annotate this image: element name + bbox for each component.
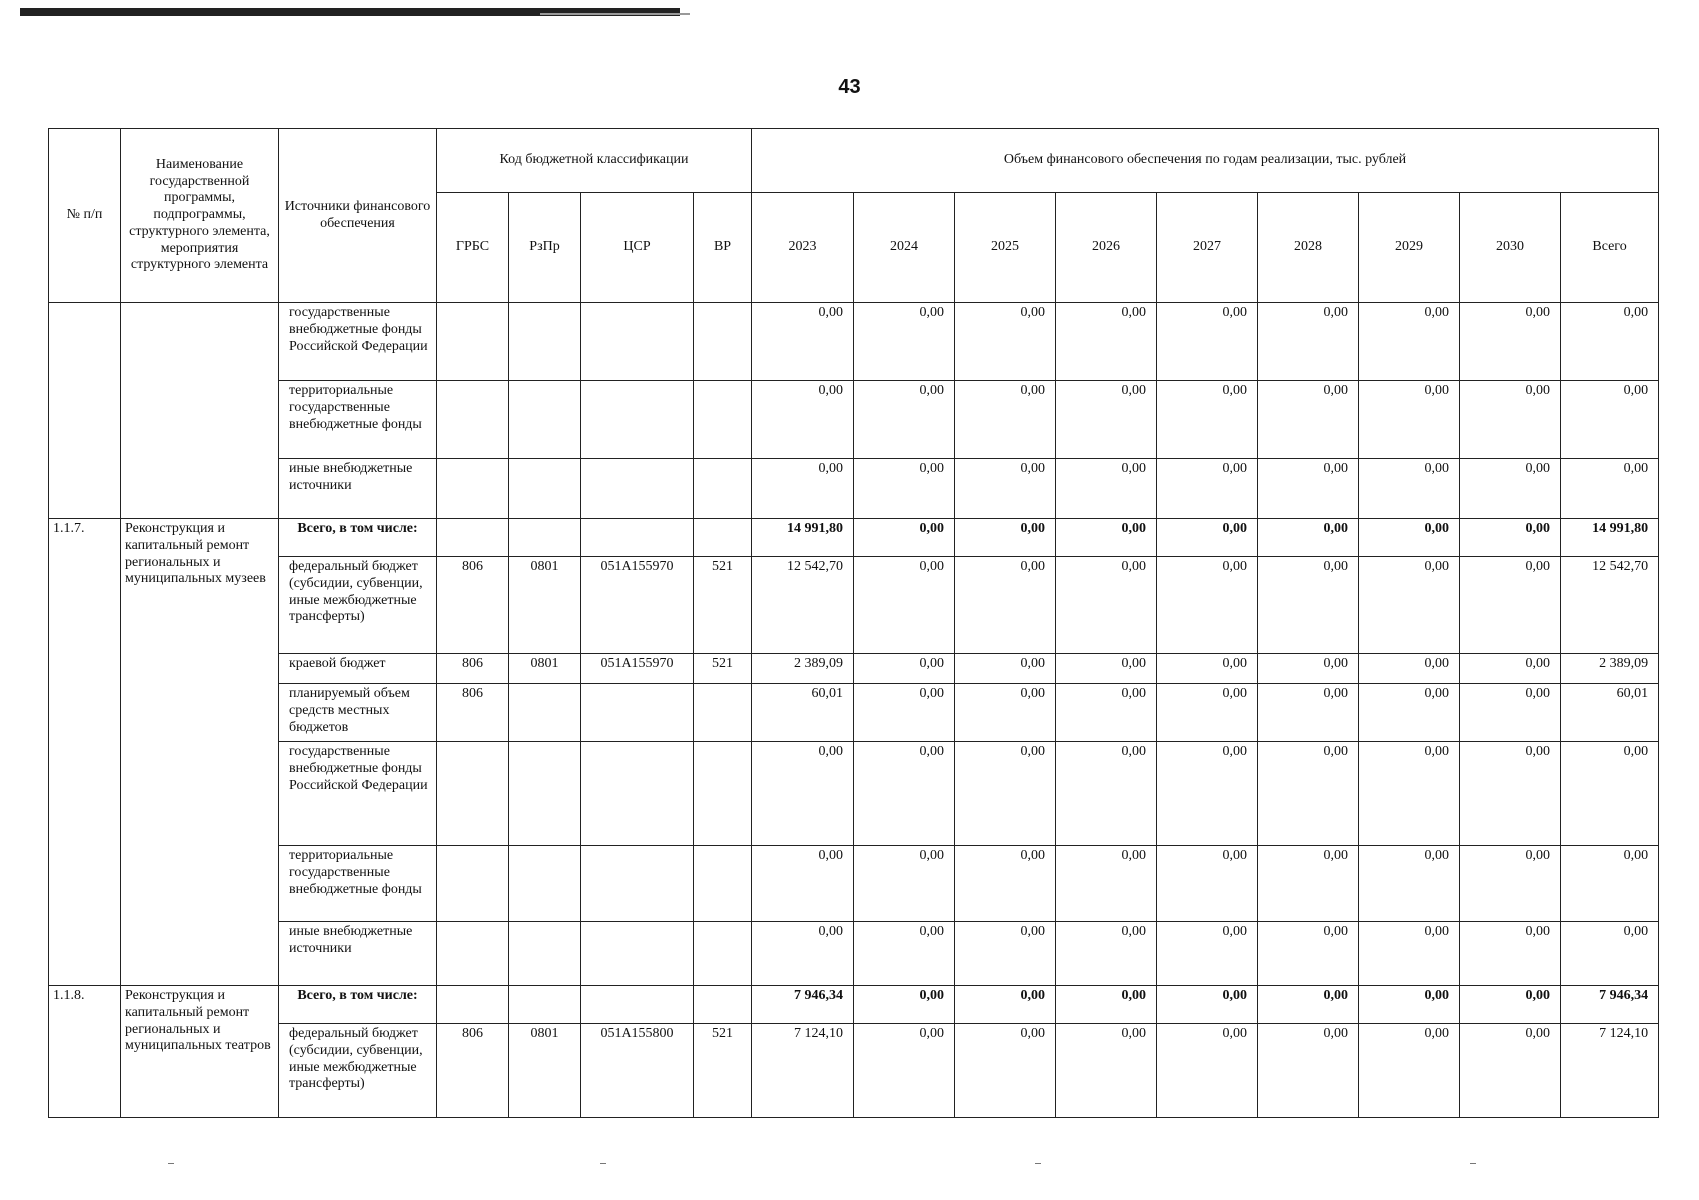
- row-rzpr-cell: 0801: [509, 1024, 581, 1118]
- table-row: [49, 684, 1659, 742]
- row-vr-cell: [694, 846, 752, 922]
- row-csr-cell: 051А155970: [581, 654, 694, 684]
- row-rzpr-cell: [509, 303, 581, 381]
- value-cell: 0,00: [1056, 381, 1157, 459]
- row-vr-cell: [694, 381, 752, 459]
- value-cell: 0,00: [1460, 381, 1561, 459]
- row-rzpr-cell: 0801: [509, 557, 581, 654]
- header-rzpr: РзПр: [509, 193, 581, 303]
- value-cell: 0,00: [1258, 381, 1359, 459]
- value-cell: 0,00: [1056, 846, 1157, 922]
- value-cell: 0,00: [1056, 557, 1157, 654]
- value-cell: 0,00: [1460, 519, 1561, 557]
- value-cell: 0,00: [955, 519, 1056, 557]
- budget-table: [48, 128, 1659, 1118]
- value-cell: 0,00: [1258, 654, 1359, 684]
- row-vr-cell: [694, 303, 752, 381]
- row-vr-cell: 521: [694, 1024, 752, 1118]
- row-grbs-cell: [437, 846, 509, 922]
- row-name-cell: Реконструкция и капитальный ремонт региональных и муниципальных театров: [121, 986, 279, 1118]
- row-grbs-cell: 806: [437, 557, 509, 654]
- total-cell: 14 991,80: [1561, 519, 1659, 557]
- value-cell: 0,00: [1157, 654, 1258, 684]
- header-csr: ЦСР: [581, 193, 694, 303]
- value-cell: 0,00: [1157, 519, 1258, 557]
- table-header: [49, 129, 1659, 303]
- row-csr-cell: [581, 459, 694, 519]
- value-cell: 0,00: [1258, 742, 1359, 846]
- row-source-cell: Всего, в том числе:: [279, 986, 437, 1024]
- total-cell: 0,00: [1561, 846, 1659, 922]
- value-cell: 0,00: [752, 459, 854, 519]
- header-total: Всего: [1561, 193, 1659, 303]
- header-source: Источники финансового обеспечения: [279, 129, 437, 303]
- row-vr-cell: 521: [694, 557, 752, 654]
- header-year: 2026: [1056, 193, 1157, 303]
- value-cell: 0,00: [955, 986, 1056, 1024]
- table-row: [49, 1024, 1659, 1118]
- row-vr-cell: [694, 742, 752, 846]
- value-cell: 0,00: [854, 459, 955, 519]
- row-grbs-cell: [437, 742, 509, 846]
- row-grbs-cell: [437, 986, 509, 1024]
- value-cell: 0,00: [1460, 654, 1561, 684]
- value-cell: 0,00: [1460, 1024, 1561, 1118]
- value-cell: 2 389,09: [752, 654, 854, 684]
- header-volume-group: Объем финансового обеспечения по годам реализации, тыс. рублей: [752, 129, 1659, 193]
- row-vr-cell: [694, 922, 752, 986]
- row-num-cell: 1.1.8.: [49, 986, 121, 1118]
- value-cell: 0,00: [1056, 459, 1157, 519]
- value-cell: 0,00: [1258, 986, 1359, 1024]
- value-cell: 0,00: [1359, 986, 1460, 1024]
- row-grbs-cell: [437, 459, 509, 519]
- header-grbs: ГРБС: [437, 193, 509, 303]
- row-rzpr-cell: [509, 742, 581, 846]
- value-cell: 7 946,34: [752, 986, 854, 1024]
- value-cell: 0,00: [1157, 381, 1258, 459]
- row-rzpr-cell: [509, 684, 581, 742]
- row-source-cell: федеральный бюджет (субсидии, субвенции, иные межбюджетные трансферты): [279, 557, 437, 654]
- value-cell: 0,00: [752, 922, 854, 986]
- header-num: № п/п: [49, 129, 121, 303]
- row-rzpr-cell: [509, 986, 581, 1024]
- value-cell: 0,00: [1460, 303, 1561, 381]
- value-cell: 0,00: [1460, 986, 1561, 1024]
- row-rzpr-cell: [509, 381, 581, 459]
- value-cell: 0,00: [854, 519, 955, 557]
- value-cell: 0,00: [1359, 654, 1460, 684]
- value-cell: 0,00: [1359, 459, 1460, 519]
- value-cell: 0,00: [955, 742, 1056, 846]
- value-cell: 0,00: [854, 742, 955, 846]
- value-cell: 60,01: [752, 684, 854, 742]
- value-cell: 0,00: [1359, 846, 1460, 922]
- value-cell: 0,00: [1460, 742, 1561, 846]
- value-cell: 0,00: [1157, 303, 1258, 381]
- value-cell: 0,00: [955, 1024, 1056, 1118]
- row-source-cell: иные внебюджетные источники: [279, 459, 437, 519]
- table-row: [49, 654, 1659, 684]
- header-code-group: Код бюджетной классификации: [437, 129, 752, 193]
- value-cell: 0,00: [1359, 381, 1460, 459]
- value-cell: 0,00: [1157, 742, 1258, 846]
- row-source-cell: государственные внебюджетные фонды Российской Федерации: [279, 303, 437, 381]
- value-cell: 0,00: [752, 381, 854, 459]
- value-cell: 0,00: [955, 303, 1056, 381]
- row-csr-cell: [581, 684, 694, 742]
- value-cell: 0,00: [1359, 519, 1460, 557]
- row-grbs-cell: [437, 303, 509, 381]
- value-cell: 0,00: [1157, 459, 1258, 519]
- row-source-cell: государственные внебюджетные фонды Российской Федерации: [279, 742, 437, 846]
- value-cell: 0,00: [1056, 519, 1157, 557]
- total-cell: 0,00: [1561, 381, 1659, 459]
- row-name-cell: [121, 303, 279, 519]
- value-cell: 0,00: [1056, 986, 1157, 1024]
- value-cell: 0,00: [1258, 846, 1359, 922]
- row-source-cell: Всего, в том числе:: [279, 519, 437, 557]
- table-row: [49, 922, 1659, 986]
- value-cell: 0,00: [854, 684, 955, 742]
- row-vr-cell: [694, 684, 752, 742]
- row-source-cell: федеральный бюджет (субсидии, субвенции, иные межбюджетные трансферты): [279, 1024, 437, 1118]
- row-csr-cell: [581, 742, 694, 846]
- row-csr-cell: [581, 986, 694, 1024]
- value-cell: 0,00: [854, 381, 955, 459]
- value-cell: 0,00: [1460, 557, 1561, 654]
- header-vr: ВР: [694, 193, 752, 303]
- header-year: 2023: [752, 193, 854, 303]
- table-row: [49, 846, 1659, 922]
- value-cell: 14 991,80: [752, 519, 854, 557]
- value-cell: 0,00: [1056, 1024, 1157, 1118]
- table-row: [49, 986, 1659, 1024]
- value-cell: 0,00: [1157, 922, 1258, 986]
- value-cell: 0,00: [1056, 684, 1157, 742]
- total-cell: 0,00: [1561, 922, 1659, 986]
- value-cell: 0,00: [1460, 846, 1561, 922]
- row-csr-cell: [581, 381, 694, 459]
- value-cell: 0,00: [1359, 742, 1460, 846]
- row-rzpr-cell: 0801: [509, 654, 581, 684]
- row-source-cell: краевой бюджет: [279, 654, 437, 684]
- row-vr-cell: [694, 519, 752, 557]
- total-cell: 0,00: [1561, 459, 1659, 519]
- table-row: [49, 381, 1659, 459]
- table-row: [49, 557, 1659, 654]
- value-cell: 0,00: [1056, 922, 1157, 986]
- scan-footer-mark: [1470, 1163, 1476, 1164]
- row-source-cell: планируемый объем средств местных бюджетов: [279, 684, 437, 742]
- value-cell: 7 124,10: [752, 1024, 854, 1118]
- value-cell: 0,00: [1056, 654, 1157, 684]
- value-cell: 0,00: [1359, 303, 1460, 381]
- value-cell: 0,00: [854, 303, 955, 381]
- value-cell: 0,00: [854, 986, 955, 1024]
- value-cell: 0,00: [1258, 303, 1359, 381]
- page-number: 43: [838, 76, 861, 98]
- row-vr-cell: [694, 986, 752, 1024]
- value-cell: 0,00: [1359, 684, 1460, 742]
- scan-top-bar-fade: [540, 13, 690, 15]
- value-cell: 0,00: [1258, 519, 1359, 557]
- value-cell: 0,00: [955, 654, 1056, 684]
- row-source-cell: территориальные государственные внебюджетные фонды: [279, 381, 437, 459]
- scan-footer-mark: [1035, 1163, 1041, 1164]
- value-cell: 0,00: [955, 459, 1056, 519]
- header-year: 2028: [1258, 193, 1359, 303]
- total-cell: 2 389,09: [1561, 654, 1659, 684]
- header-year: 2027: [1157, 193, 1258, 303]
- row-num-cell: 1.1.7.: [49, 519, 121, 986]
- row-rzpr-cell: [509, 519, 581, 557]
- row-rzpr-cell: [509, 459, 581, 519]
- table-row: [49, 519, 1659, 557]
- header-year: 2025: [955, 193, 1056, 303]
- value-cell: 0,00: [1157, 986, 1258, 1024]
- row-csr-cell: [581, 519, 694, 557]
- table-row: [49, 303, 1659, 381]
- scan-footer-mark: [600, 1163, 606, 1164]
- value-cell: 0,00: [1258, 922, 1359, 986]
- row-rzpr-cell: [509, 846, 581, 922]
- value-cell: 0,00: [1157, 846, 1258, 922]
- row-name-cell: Реконструкция и капитальный ремонт региональных и муниципальных музеев: [121, 519, 279, 986]
- row-vr-cell: 521: [694, 654, 752, 684]
- value-cell: 0,00: [1056, 742, 1157, 846]
- value-cell: 0,00: [1460, 684, 1561, 742]
- value-cell: 0,00: [955, 381, 1056, 459]
- row-vr-cell: [694, 459, 752, 519]
- value-cell: 0,00: [955, 684, 1056, 742]
- row-source-cell: территориальные государственные внебюджетные фонды: [279, 846, 437, 922]
- value-cell: 0,00: [1359, 922, 1460, 986]
- row-csr-cell: 051А155970: [581, 557, 694, 654]
- value-cell: 0,00: [854, 846, 955, 922]
- total-cell: 7 946,34: [1561, 986, 1659, 1024]
- value-cell: 0,00: [854, 654, 955, 684]
- value-cell: 0,00: [854, 922, 955, 986]
- value-cell: 0,00: [1258, 1024, 1359, 1118]
- row-csr-cell: [581, 922, 694, 986]
- row-grbs-cell: [437, 381, 509, 459]
- header-year: 2024: [854, 193, 955, 303]
- value-cell: 12 542,70: [752, 557, 854, 654]
- value-cell: 0,00: [1460, 459, 1561, 519]
- row-rzpr-cell: [509, 922, 581, 986]
- value-cell: 0,00: [955, 922, 1056, 986]
- row-csr-cell: [581, 303, 694, 381]
- total-cell: 60,01: [1561, 684, 1659, 742]
- value-cell: 0,00: [1460, 922, 1561, 986]
- table-row: [49, 742, 1659, 846]
- value-cell: 0,00: [854, 557, 955, 654]
- header-year: 2029: [1359, 193, 1460, 303]
- value-cell: 0,00: [752, 846, 854, 922]
- table-row: [49, 459, 1659, 519]
- value-cell: 0,00: [854, 1024, 955, 1118]
- total-cell: 7 124,10: [1561, 1024, 1659, 1118]
- value-cell: 0,00: [752, 742, 854, 846]
- value-cell: 0,00: [752, 303, 854, 381]
- value-cell: 0,00: [1359, 557, 1460, 654]
- header-name: Наименование государственной программы, подпрограммы, структурного элемента, мероприятия структурного элемента: [121, 129, 279, 303]
- row-grbs-cell: 806: [437, 1024, 509, 1118]
- value-cell: 0,00: [1157, 1024, 1258, 1118]
- row-source-cell: иные внебюджетные источники: [279, 922, 437, 986]
- total-cell: 12 542,70: [1561, 557, 1659, 654]
- row-num-cell: [49, 303, 121, 519]
- value-cell: 0,00: [1157, 684, 1258, 742]
- row-grbs-cell: 806: [437, 684, 509, 742]
- row-csr-cell: 051А155800: [581, 1024, 694, 1118]
- value-cell: 0,00: [1359, 1024, 1460, 1118]
- row-csr-cell: [581, 846, 694, 922]
- scan-footer-mark: [168, 1163, 174, 1164]
- total-cell: 0,00: [1561, 742, 1659, 846]
- header-year: 2030: [1460, 193, 1561, 303]
- row-grbs-cell: [437, 519, 509, 557]
- value-cell: 0,00: [955, 557, 1056, 654]
- row-grbs-cell: 806: [437, 654, 509, 684]
- value-cell: 0,00: [955, 846, 1056, 922]
- value-cell: 0,00: [1258, 557, 1359, 654]
- value-cell: 0,00: [1056, 303, 1157, 381]
- row-grbs-cell: [437, 922, 509, 986]
- value-cell: 0,00: [1258, 684, 1359, 742]
- total-cell: 0,00: [1561, 303, 1659, 381]
- value-cell: 0,00: [1157, 557, 1258, 654]
- table-body: [49, 303, 1659, 1118]
- value-cell: 0,00: [1258, 459, 1359, 519]
